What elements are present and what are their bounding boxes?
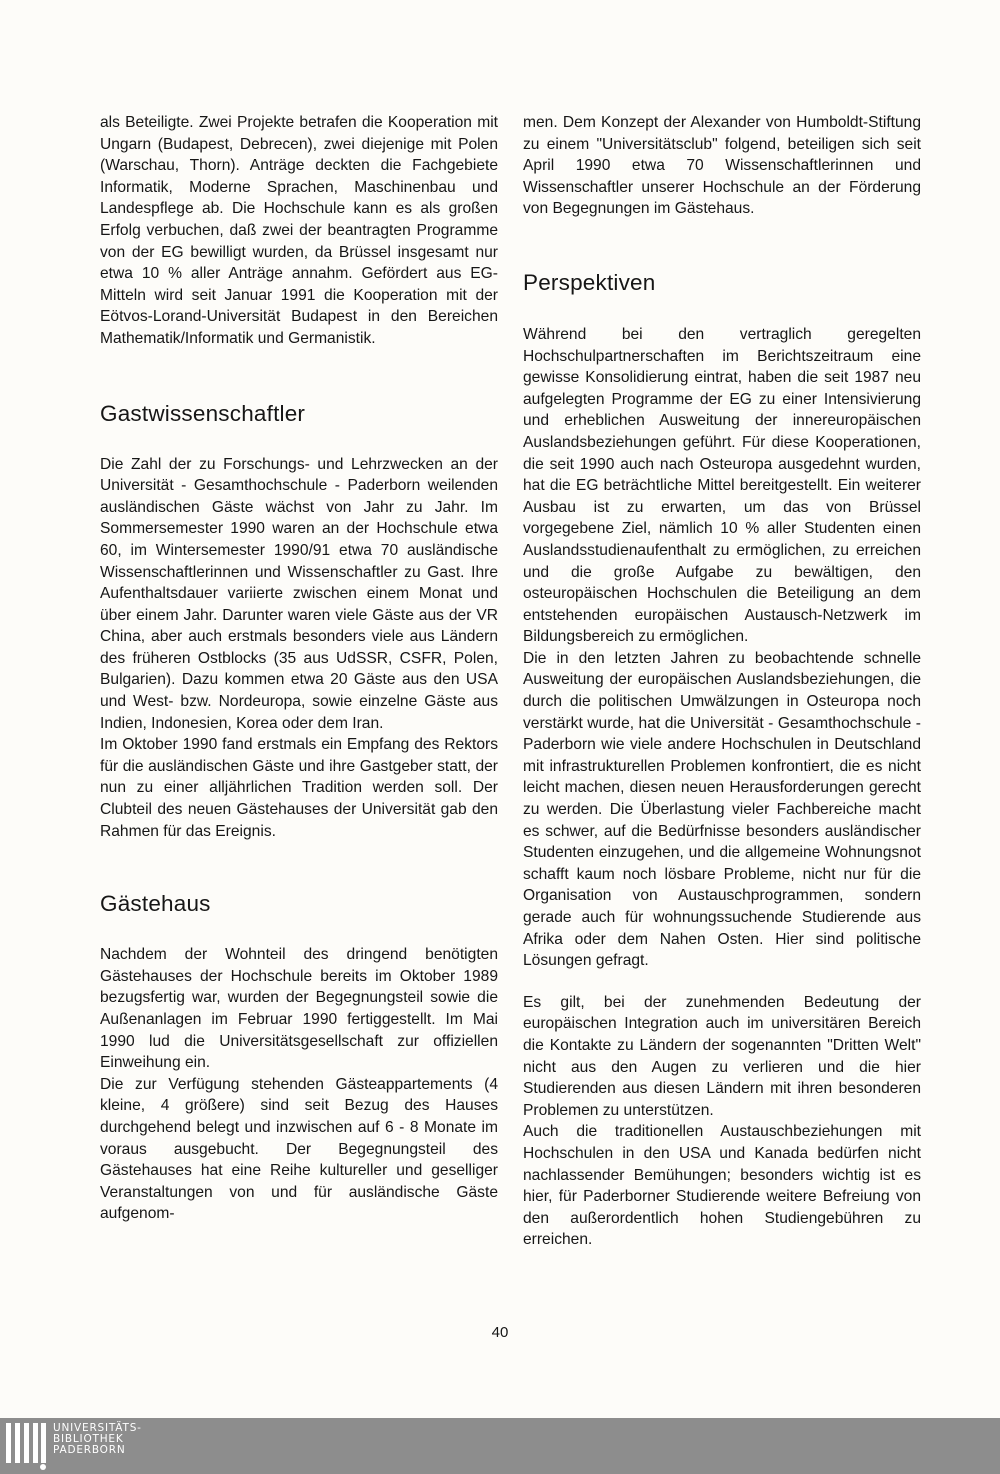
heading-perspektiven: Perspektiven [523,269,656,295]
paragraph-eg-programs: Während bei den vertraglich geregelten Hochschulpartnerschaften im Berichtszeitraum eine gewisse Konsolidierung eintrat, haben die seit 1987 neu aufgelegten Programme der EG zu einer Intensivierung und erheblichen Ausweitung der innereuropäischen Auslandsbeziehungen geführt. Für diese Kooperationen, die seit 1990 auch nach Osteuropa ausgedehnt wurden, hat die EG beträchtliche Mittel bereitgestellt. Ein weiterer Ausbau ist zu erwarten, um das von Brüssel vorgegebene Ziel, nämlich 10 % aller Studenten einen Auslandsstudienaufenthalt zu ermöglichen, zu erreichen und die große Aufgabe zu bewältigen, den osteuropäischen Hochschulen die Beteiligung an dem entstehenden europäischen Austausch-Netzwerk im Bildungsbereich zu ermöglichen. [523,325,921,646]
right-column [523,112,921,1251]
paragraph-guesthouse-apartments: Die zur Verfügung stehenden Gästeappartements (4 kleine, 4 größere) sind seit Bezug des Hauses durchgehend belegt und inzwischen auf 6 - 8 Monate im voraus ausgebucht. Der Begegnungsteil des Gästehauses hat eine Reihe kultureller und geselliger Veranstaltungen von und für ausländische Gäste aufgenom- [100,1075,498,1223]
logo-line-2: BIBLIOTHEK [53,1433,124,1445]
paragraph-usa-canada: Auch die traditionellen Austauschbeziehungen mit Hochschulen in den USA und Kanada bedürfen nicht nachlassender Bemühungen; besonders wichtig ist es hier, für Paderborner Studierende weitere Befreiung von den außerordentlich hohen Studiengebühren zu erreichen. [523,1123,921,1249]
library-logo-text [53,1423,142,1456]
paragraph-guesthouse-opening: Nachdem der Wohnteil des dringend benötigten Gästehauses der Hochschule bereits im Oktober 1989 bezugsfertig war, wurden der Begegnungsteil sowie die Außenanlagen im Februar 1990 fertiggestellt. Im Mai 1990 lud die Universitätsgesellschaft zur offiziellen Einweihung ein. [100,946,498,1072]
left-column [100,112,498,1225]
logo-line-3: PADERBORN [53,1444,126,1456]
paragraph-humboldt: men. Dem Konzept der Alexander von Humboldt-Stiftung zu einem "Universitätsclub" folgend, beteiligen sich seit April 1990 etwa 70 Wissenschaftlerinnen und Wissenschaftler unserer Hochschule an der Förderung von Begegnungen im Gästehaus. [523,114,921,218]
paragraph-reception: Im Oktober 1990 fand erstmals ein Empfang des Rektors für die ausländischen Gäste und ihre Gastgeber statt, der nun zu einer alljährlichen Tradition werden soll. Der Clubteil des neuen Gästehauses der Universität gab den Rahmen für das Ereignis. [100,736,498,840]
page-number: 40 [491,1324,509,1341]
paragraph-third-world: Es gilt, bei der zunehmenden Bedeutung der europäischen Integration auch im universitären Bereich die Kontakte zu Ländern der sogenannten "Dritten Welt" nicht aus den Augen zu verlieren und die hier Studierenden aus diesen Ländern mit ihren besonderen Problemen zu unterstützen. [523,993,921,1119]
paragraph-guests: Die Zahl der zu Forschungs- und Lehrzwecken an der Universität - Gesamthochschule - Paderborn weilenden ausländischen Gäste wächst von Jahr zu Jahr. Im Sommersemester 1990 waren an der Hochschule etwa 60, im Wintersemester 1990/91 etwa 70 ausländische Wissenschaftlerinnen und Wissenschaftler zu Gast. Ihre Aufenthaltsdauer variierte zwischen einem Monat und über einem Jahr. Darunter waren viele Gäste aus der VR China, aber auch erstmals besonders viele aus Ländern des früheren Ostblocks (35 aus UdSSR, CSFR, Polen, Bulgarien). Dazu kommen etwa 20 Gäste aus den USA und West- bzw. Nordeuropa, sowie einzelne Gäste aus Indien, Indonesien, Korea oder dem Iran. [100,455,498,732]
heading-gastwissenschaftler: Gastwissenschaftler [100,400,306,426]
paragraph-infrastructure: Die in den letzten Jahren zu beobachtende schnelle Ausweitung der europäischen Auslandsbeziehungen, die durch die politischen Umwälzungen in Osteuropa noch verstärkt wurde, hat die Universität - Gesamthochschule - Paderborn wie viele andere Hochschulen in Deutschland mit infrastrukturellen Problemen konfrontiert, die es nicht leicht machen, diesen neuen Herausforderungen gerecht zu werden. Die Überlastung vieler Fachbereiche macht es schwer, auf die Bedürfnisse besonders ausländischer Studenten einzugehen, und die allgemeine Wohnungsnot schafft kaum noch lösbare Probleme, nicht nur für die Organisation von Austauschprogrammen, sondern gerade auch für wohnungssuchende Studierende aus Afrika oder dem Nahen Osten. Hier sind politische Lösungen gefragt. [523,649,921,970]
library-footer-bar [0,1418,1000,1474]
library-logo-icon [6,1423,46,1468]
paragraph-cooperation-end: als Beteiligte. Zwei Projekte betrafen die Kooperation mit Ungarn (Budapest, Debrecen), zwei diejenige mit Polen (Warschau, Thorn). Anträge deckten die Fachgebiete Informatik, Moderne Sprachen, Maschinenbau und Landespflege ab. Die Hochschule kann es als großen Erfolg verbuchen, daß zwei der beantragten Programme von der EG bewilligt wurden, da Brüssel insgesamt nur etwa 10 % aller Anträge annahm. Gefördert aus EG-Mitteln wird seit Januar 1991 die Kooperation mit der Eötvos-Lorand-Universität Budapest in den Bereichen Mathematik/Informatik und Germanistik. [100,114,498,347]
heading-gaestehaus: Gästehaus [100,891,211,917]
logo-line-1: UNIVERSITÄTS- [53,1422,142,1434]
